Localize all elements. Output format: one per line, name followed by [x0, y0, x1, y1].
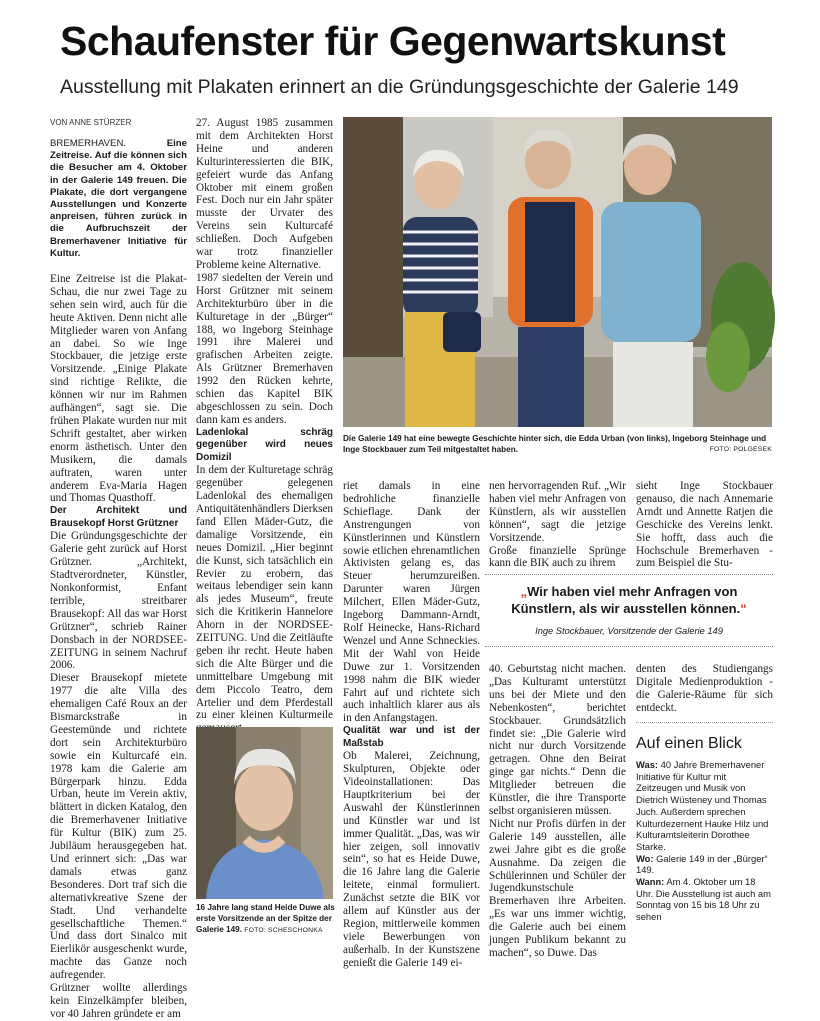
article-column-5-bottom	[636, 663, 773, 713]
paragraph: Eine Zeitreise ist die Plakat-Schau, die nur zwei Tage zu sehen sein wird, auch für die heute Aktiven. Denn nicht alle Mitglieder waren von Anfang an dabei. So wie Inge Stockbauer, die jetzige erste Vorsitzende. „Einige Plakate sind richtige Relikte, die können wir nur im Rahmen aufhängen“, sagt sie. Die frühen Plakate wurden nur mit Schrift gestaltet, aber wirken enorm ästhetisch. Unter den Musikern, die damals auftraten, waren unter anderem Eva-Maria Hagen und Thomas Quasthoff.	[50, 273, 187, 505]
article-column-1	[50, 138, 187, 1020]
byline: VON ANNE STÜRZER	[50, 118, 132, 127]
info-wann-label: Wann:	[636, 876, 665, 888]
paragraph: denten des Studiengangs Digitale Medienproduktion - die Galerie-Räume für sich entdeckt.	[636, 663, 773, 714]
caption-small-photo	[196, 902, 336, 936]
paragraph: Ob Malerei, Zeichnung, Skulpturen, Objekte oder Videoinstallationen: Das Hauptkriterium bei der Auswahl der Künstlerinnen und Künstler war und ist immer Qualität. „Das, was wir hier zeigen, soll innovativ sein“, so hat es Heide Duwe, die 16 Jahre lang die Galerie leitete, einmal formuliert. Zunächst setzte die BIK vor allem auf Künstler aus der Region, mittlerweile kommen viele Bewerbungen von außerhalb. In der Kunstszene genießt die Galerie 149 ei-	[343, 750, 480, 969]
lede	[50, 138, 187, 260]
paragraph: Dieser Brausekopf mietete 1977 die alte Villa des ehemaligen Café Roux an der Bismarckstraße in Geestemünde und richtete dort sein Architekturbüro sowie ein Kulturcafé ein. 1978 kam die Galerie am Bürgerpark hinzu. Edda Urban, heute im Verein aktiv, blättert in dicken Katalog, den die Bremerhavener Initiative für Kultur (BIK) zum 25. Jubiläum herausgegeben hat. Und erinnert sich: „Das war damals etwas ganz Besonderes. Dort traf sich die alternativkreative Szene der Stadt. Und verhandelte gesellschaftliche Themen.“ Und dass dort Sinalco mit Eierlikör ausgeschenkt wurde, machte das Ganze noch aufregender.	[50, 672, 187, 982]
lede-text: Eine Zeitreise. Auf die können sich die Besucher am 4. Oktober in der Galerie 149 freuen. Die Plakate, die dort vergangene Ausstellungen und Konzerte anpreisen, führen zurück in die Aufbruchszeit der Bremerhavener Initiative für Kultur.	[50, 138, 187, 259]
caption-main-photo	[343, 433, 772, 455]
info-box-title: Auf einen Blick	[636, 735, 742, 752]
credit-small-photo: FOTO: SCHESCHONKA	[244, 927, 323, 934]
quote-text-block	[489, 584, 769, 617]
article-column-4-top	[489, 480, 626, 570]
info-box	[636, 759, 772, 923]
quote-text: Wir haben viel mehr Anfragen von Künstlern, als wir ausstellen können.	[511, 584, 741, 616]
article-column-2	[196, 117, 334, 722]
paragraph: Grützner wollte allerdings kein Einzelkämpfer bleiben, vor 40 Jahren gründete er am	[50, 982, 187, 1020]
info-wo	[636, 853, 772, 876]
paragraph: Große finanzielle Sprünge kann die BIK auch zu ihrem	[489, 544, 626, 570]
pull-quote	[485, 574, 773, 647]
article-column-5-top	[636, 480, 773, 570]
caption-small-text: 16 Jahre lang stand Heide Duwe als erste Vorsitzende an der Spitze der Galerie 149.	[196, 903, 335, 934]
divider	[636, 722, 773, 723]
article-column-4-bottom	[489, 663, 626, 968]
paragraph: Nicht nur Profis dürfen in der Galerie 149 ausstellen, alle zwei Jahre gibt es die große Ausnahme. Da zeigen die Schülerinnen und Schüler der Jugendkunstschule Bremerhaven ihre Arbeiten. „Es war uns immer wichtig, die Galerie auch bei einem jungen Publikum bekannt zu machen“, so Duwe. Das	[489, 817, 626, 959]
paragraph: riet damals in eine bedrohliche finanzielle Schieflage. Dank der Anstrengungen von Künstlerinnen und Künstlern sowie etlichen ehrenamtlichen Aktivisten gelang es, das Steuer herumzureißen. Darunter waren Jürgen Milchert, Ellen Mäder-Gutz, Ingeborg Dammann-Arndt, Rolf Heinecke, Hans-Richard Wenzel und Anne Schneckies. Mit der Wahl von Heide Duwe zur 1. Vorsitzenden 1998 nahm die BIK wieder Fahrt auf und richtete sich auch inhaltlich klarer aus als in den Anfangstagen.	[343, 480, 480, 725]
paragraph: 40. Geburtstag nicht machen. „Das Kulturamt unterstützt uns bei der Miete und den Nebenkosten“, berichtet Stockbauer. Grundsätzlich findet sie: „Die Galerie wird nicht nur durch Vorsitzende getragen. Ohne den Beirat ginge gar nichts.“ Denn die Mitglieder betreuen die Künstler, die ihre Transporte selbst organisieren müssen.	[489, 663, 626, 817]
info-was-label: Was:	[636, 759, 659, 770]
info-wann-text: Am 4. Oktober um 18 Uhr. Die Ausstellung ist auch am Sonntag von 15 bis 18 Uhr zu sehen	[636, 876, 771, 923]
headline: Schaufenster für Gegenwartskunst	[60, 18, 726, 64]
info-was-text: 40 Jahre Bremerhavener Initiative für Kultur mit Zeitzeugen und Musik von Dietrich Wüsteney und Thomas Juch. Außerdem sprechen Kulturdezernent Hauke Hilz und Kulturamtsleiterin Dorothee Starke.	[636, 759, 769, 852]
subheadline: Ausstellung mit Plakaten erinnert an die Gründungsgeschichte der Galerie 149	[60, 76, 739, 98]
photo-heide-duwe	[196, 727, 333, 899]
subhead-qualitaet: Qualität war und ist der Maßstab	[343, 725, 480, 749]
info-was	[636, 759, 772, 853]
info-wo-text: Galerie 149 in der „Bürger“ 149.	[636, 852, 768, 876]
subhead-architekt: Der Architekt und Brausekopf Horst Grützner	[50, 505, 187, 529]
photo-main	[343, 117, 772, 427]
paragraph: sieht Inge Stockbauer genauso, die nach Annemarie Arndt und Annette Ratjen die Geschicke des Vereins lenkt. Sie hofft, dass auch die Hochschule Bremerhaven - zum Beispiel die Stu-	[636, 480, 773, 570]
paragraph: 1987 siedelten der Verein und Horst Grützner mit seinem Architekturbüro über in die Kulturetage in der „Bürger“ 188, wo Ingeborg Steinhage 1991 ihre Malerei und grafischen Arbeiten zeigte. Als Grützner Bremerhaven 1992 den Rücken kehrte, schien das Kapitel BIK abgeschlossen zu sein. Doch dann kam es anders.	[196, 271, 333, 426]
quote-open-mark: „	[520, 584, 528, 599]
quote-attribution: Inge Stockbauer, Vorsitzende der Galerie 149	[535, 626, 723, 636]
quote-close-mark: “	[740, 600, 747, 616]
caption-main-text: Die Galerie 149 hat eine bewegte Geschichte hinter sich, die Edda Urban (von links), Ingeborg Steinhage und Inge Stockbauer zum Teil mitgestaltet haben.	[343, 434, 767, 454]
paragraph: nen hervorragenden Ruf. „Wir haben viel mehr Anfragen von Künstlern, als wir ausstellen können“, sagt die jetzige Vorsitzende.	[489, 480, 626, 544]
subhead-ladenlokal: Ladenlokal schräg gegenüber wird neues Domizil	[196, 426, 333, 463]
paragraph: Die Gründungsgeschichte der Galerie geht zurück auf Horst Grützner. „Architekt, Stadtverordneter, Künstler, Nonkonformist, Enfant terrible, streitbarer Brausekopf: All das war Horst Grützner“, schrieb Rainer Donsbach in der NORDSEE-ZEITUNG in seinem Nachruf 2006.	[50, 530, 187, 672]
article-column-3	[343, 480, 480, 968]
paragraph: 27. August 1985 zusammen mit dem Architekten Horst Heine und anderen Kulturinteressierten die BIK, gefeiert wurde das Anfang Oktober mit einem großen Fest. Doch nur ein Jahr später musste der Urvater des Vereins sein Kulturcafé schließen. Doch Aufgeben war trotz finanzieller Probleme keine Alternative.	[196, 117, 333, 271]
info-wo-label: Wo:	[636, 852, 654, 864]
paragraph: In dem der Kulturetage schräg gegenüber gelegenen Ladenlokal des ehemaligen Antiquitätenhändlers Dierksen fand Ellen Mäder-Gutz, die damalige Vorsitzende, ein neues Domizil. „Hier beginnt die Kunst, sich tatsächlich ein Revier zu erobern, das weitaus lebendiger sein kann als jedes Museum“, freute sich die Kritikerin Hannelore Ahorn in der NORDSEE-ZEITUNG. Und die Zeitläufte geben ihr recht. Heute haben sich die Alte Bürger und die unmittelbare Umgebung mit dem Piccolo Teatro, dem Artelier und dem Pferdestall zu einer kleinen Kulturmeile	[196, 464, 334, 722]
lede-place: BREMERHAVEN.	[50, 138, 127, 149]
credit-main-photo: FOTO: POLGESEK	[709, 446, 772, 453]
info-wann	[636, 876, 772, 923]
